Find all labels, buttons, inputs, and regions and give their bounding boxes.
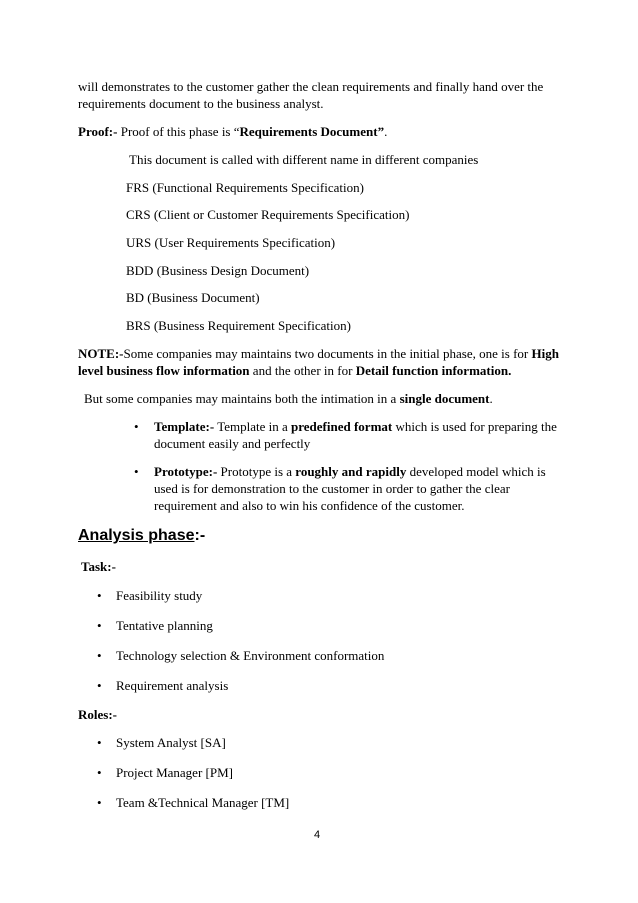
- note-text: Some companies may maintains two documents in the initial phase, one is for: [123, 346, 532, 361]
- task-label: Task:-: [81, 559, 116, 574]
- prototype-bold: roughly and rapidly: [295, 464, 407, 479]
- intro-line-2: requirements document to the business analyst.: [78, 96, 324, 111]
- bullet-icon: •: [97, 678, 102, 693]
- prototype-line-3: requirement and also to win his confidence of the customer.: [154, 498, 465, 513]
- prototype-label: Prototype:-: [154, 464, 218, 479]
- note-text: and the other in for: [249, 363, 356, 378]
- role-item: System Analyst [SA]: [116, 735, 226, 750]
- task-item: Requirement analysis: [116, 678, 229, 693]
- doc-name-item: URS (User Requirements Specification): [126, 235, 336, 250]
- note-line-2: [78, 362, 511, 379]
- bullet-icon: •: [97, 648, 102, 663]
- template-label: Template:-: [154, 419, 215, 434]
- intro-line-1: will demonstrates to the customer gather the clean requirements and finally hand over the: [78, 79, 544, 94]
- proof-label: Proof:-: [78, 124, 118, 139]
- roles-label: Roles:-: [78, 707, 117, 722]
- prototype-text: developed model which is: [406, 464, 546, 479]
- bullet-icon: •: [97, 765, 102, 780]
- doc-name-item: FRS (Functional Requirements Specification): [126, 180, 364, 195]
- bullet-icon: •: [97, 735, 102, 750]
- doc-name-item: BD (Business Document): [126, 290, 260, 305]
- proof-text: Proof of this phase is “: [117, 124, 240, 139]
- role-item: Team &Technical Manager [TM]: [116, 795, 290, 810]
- bullet-icon: •: [97, 588, 102, 603]
- doc-name-item: CRS (Client or Customer Requirements Specification): [126, 207, 410, 222]
- bullet-icon: •: [97, 795, 102, 810]
- single-doc-text: But some companies may maintains both the intimation in a: [84, 391, 400, 406]
- page-number: 4: [314, 829, 321, 841]
- single-doc-end: .: [489, 391, 493, 406]
- prototype-line-2: used is for demonstration to the customer in order to gather the clear: [154, 481, 510, 496]
- doc-names-intro: This document is called with different name in different companies: [129, 152, 479, 167]
- note-bold: High: [531, 346, 559, 361]
- single-doc-line: [84, 390, 493, 407]
- prototype-text: Prototype is a: [217, 464, 296, 479]
- bullet-icon: •: [134, 464, 139, 479]
- analysis-heading-suffix: :-: [194, 527, 206, 544]
- template-bold: predefined format: [291, 419, 393, 434]
- task-item: Tentative planning: [116, 618, 213, 633]
- bullet-icon: •: [134, 419, 139, 434]
- note-bold: level business flow information: [78, 363, 250, 378]
- note-line-1: [78, 345, 559, 362]
- template-text: Template in a: [214, 419, 292, 434]
- template-line-1: [154, 418, 557, 435]
- analysis-heading: [78, 526, 205, 546]
- proof-paragraph: [78, 123, 387, 140]
- note-label: NOTE:-: [78, 346, 124, 361]
- prototype-line-1: [154, 463, 546, 480]
- doc-name-item: BDD (Business Design Document): [126, 263, 310, 278]
- proof-end: .: [384, 124, 388, 139]
- proof-doc-name: Requirements Document”: [239, 124, 385, 139]
- task-item: Technology selection & Environment conformation: [116, 648, 385, 663]
- role-item: Project Manager [PM]: [116, 765, 233, 780]
- single-doc-bold: single document: [399, 391, 490, 406]
- template-text: which is used for preparing the: [392, 419, 557, 434]
- analysis-heading-text: Analysis phase: [78, 527, 195, 544]
- doc-name-item: BRS (Business Requirement Specification): [126, 318, 351, 333]
- bullet-icon: •: [97, 618, 102, 633]
- task-item: Feasibility study: [116, 588, 203, 603]
- template-line-2: document easily and perfectly: [154, 436, 311, 451]
- note-bold: Detail function information.: [355, 363, 512, 378]
